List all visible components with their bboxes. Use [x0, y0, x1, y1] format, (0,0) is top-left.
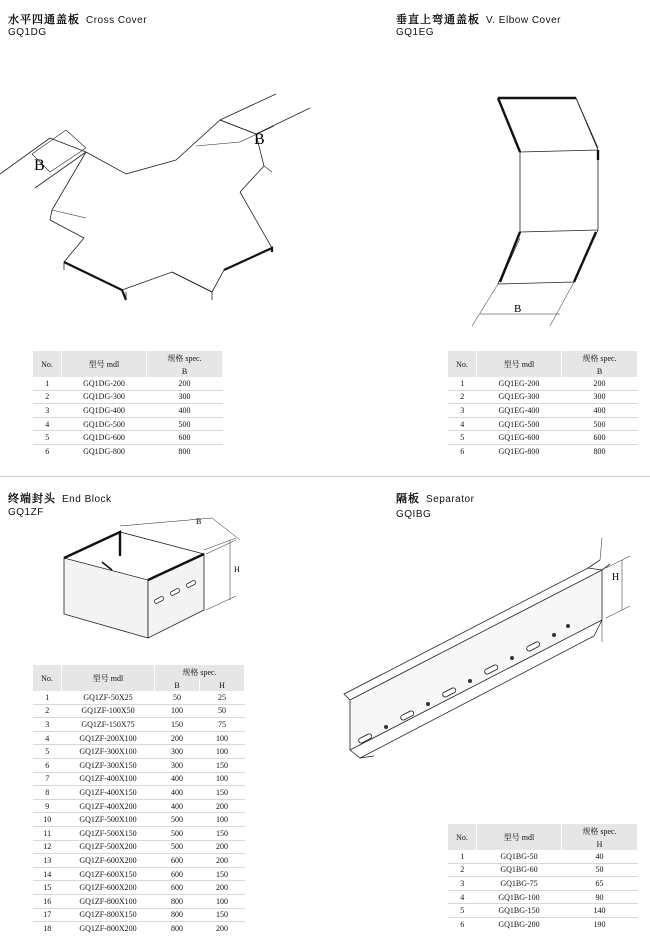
row-b: 800: [155, 908, 200, 922]
table-row: [33, 840, 245, 854]
end-block-table: [33, 665, 245, 935]
row-model: GQ1ZF-800X200: [79, 923, 137, 933]
row-no: 5: [448, 904, 477, 918]
row-h: 150: [200, 758, 245, 772]
col-spec: 规格 spec.: [562, 351, 638, 365]
row-model: GQ1EG-300: [477, 390, 562, 404]
col-spec-h: H: [200, 679, 245, 691]
table-row: [448, 850, 638, 863]
row-no: 4: [33, 417, 62, 431]
row-b: 500: [155, 813, 200, 827]
row-model: GQ1DG-500: [62, 417, 147, 431]
table-row: [448, 404, 638, 418]
row-model: GQ1BG-100: [477, 890, 562, 904]
row-b: 200: [147, 377, 223, 390]
col-no: No.: [448, 351, 477, 377]
table-row: [448, 390, 638, 404]
row-h: 200: [200, 881, 245, 895]
row-b: 500: [155, 840, 200, 854]
separator-title-en: Separator: [426, 494, 475, 505]
row-no: 16: [33, 894, 62, 908]
row-model: GQ1ZF-500X100: [62, 813, 155, 827]
elbow-cover-dim: B: [514, 303, 522, 315]
row-h: 200: [200, 854, 245, 868]
row-h: 140: [562, 904, 638, 918]
row-b: 600: [155, 881, 200, 895]
row-b: 800: [155, 894, 200, 908]
row-no: 3: [448, 404, 477, 418]
table-row: [33, 813, 245, 827]
row-no: 3: [448, 877, 477, 891]
row-b: 800: [178, 446, 191, 456]
separator-table: [448, 824, 638, 931]
table-row: [448, 890, 638, 904]
row-no: 9: [33, 799, 62, 813]
row-b: 400: [155, 786, 200, 800]
row-model: GQ1BG-150: [477, 904, 562, 918]
elbow-cover-title-en: V. Elbow Cover: [486, 15, 561, 26]
table-row: [448, 904, 638, 918]
row-model: GQ1DG-300: [62, 390, 147, 404]
row-b: 400: [155, 772, 200, 786]
row-model: GQ1ZF-600X200: [62, 881, 155, 895]
elbow-cover-title: [396, 11, 561, 27]
row-no: 1: [33, 377, 62, 390]
row-b: 500: [155, 826, 200, 840]
row-b: 400: [147, 404, 223, 418]
cross-cover-title-cn: 水平四通盖板: [8, 13, 80, 26]
row-model: GQ1DG-800: [83, 446, 125, 456]
row-model: GQ1DG-600: [62, 431, 147, 445]
row-h: 25: [200, 691, 245, 704]
row-no: 6: [45, 446, 50, 456]
col-spec: 规格 spec.: [155, 665, 245, 679]
row-model: GQ1BG-75: [477, 877, 562, 891]
row-h: 65: [562, 877, 638, 891]
row-b: 500: [147, 417, 223, 431]
end-block-dim-b: B: [196, 517, 202, 526]
col-model: 型号 mdl: [477, 351, 562, 377]
row-model: GQ1EG-200: [477, 377, 562, 390]
table-row: [33, 691, 245, 704]
elbow-cover-code: GQ1EG: [396, 27, 435, 38]
row-model: GQ1BG-200: [498, 919, 540, 929]
row-model: GQ1ZF-500X150: [62, 826, 155, 840]
end-block-code: GQ1ZF: [8, 507, 44, 518]
row-h: 200: [200, 799, 245, 813]
row-no: 14: [33, 867, 62, 881]
table-row: [33, 867, 245, 881]
row-b: 150: [155, 718, 200, 732]
row-model: GQ1ZF-500X200: [62, 840, 155, 854]
end-block-drawing: [56, 510, 256, 640]
cross-cover-code: GQ1DG: [8, 27, 47, 38]
col-model: 型号 mdl: [62, 665, 155, 691]
row-h: 150: [200, 786, 245, 800]
table-row: [33, 731, 245, 745]
row-no: 1: [448, 377, 477, 390]
row-h: 150: [200, 867, 245, 881]
col-spec: 规格 spec.: [147, 351, 223, 365]
elbow-cover-drawing: [468, 92, 608, 332]
row-no: 15: [33, 881, 62, 895]
row-no: 6: [460, 919, 465, 929]
col-no: No.: [448, 824, 477, 850]
separator-title: [396, 490, 474, 506]
row-b: 600: [562, 431, 638, 445]
col-no: No.: [33, 351, 62, 377]
table-row: [33, 922, 245, 935]
col-spec-b: B: [562, 365, 638, 377]
table-row: [33, 772, 245, 786]
row-model: GQ1DG-200: [62, 377, 147, 390]
row-b: 600: [155, 867, 200, 881]
section-divider: [0, 476, 650, 477]
end-block-title-en: End Block: [62, 494, 112, 505]
row-b: 400: [155, 799, 200, 813]
table-row: [448, 917, 638, 930]
row-no: 8: [33, 786, 62, 800]
elbow-cover-title-cn: 垂直上弯通盖板: [396, 13, 480, 26]
row-model: GQ1EG-500: [477, 417, 562, 431]
row-h: 100: [200, 772, 245, 786]
end-block-title: [8, 490, 112, 506]
row-no: 4: [33, 731, 62, 745]
row-h: 200: [200, 840, 245, 854]
row-h: 40: [562, 850, 638, 863]
row-model: GQ1DG-400: [62, 404, 147, 418]
row-h: 200: [216, 923, 228, 933]
row-b: 200: [562, 377, 638, 390]
row-model: GQ1ZF-200X100: [62, 731, 155, 745]
table-row: [448, 863, 638, 877]
table-row: [448, 444, 638, 457]
row-model: GQ1EG-600: [477, 431, 562, 445]
row-no: 2: [33, 704, 62, 718]
separator-code: GQIBG: [396, 509, 432, 520]
row-h: 75: [200, 718, 245, 732]
cross-cover-title-en: Cross Cover: [86, 15, 148, 26]
separator-dim-h: H: [612, 572, 620, 583]
col-no: No.: [33, 665, 62, 691]
row-h: 100: [200, 813, 245, 827]
row-b: 300: [562, 390, 638, 404]
row-no: 13: [33, 854, 62, 868]
row-b: 300: [155, 758, 200, 772]
table-row: [33, 881, 245, 895]
row-h: 150: [200, 908, 245, 922]
table-row: [33, 431, 223, 445]
row-no: 3: [33, 404, 62, 418]
col-model: 型号 mdl: [62, 351, 147, 377]
table-row: [33, 826, 245, 840]
row-b: 800: [171, 923, 183, 933]
table-row: [448, 417, 638, 431]
cross-cover-table: [33, 351, 223, 458]
row-model: GQ1EG-400: [477, 404, 562, 418]
row-b: 800: [593, 446, 606, 456]
cross-cover-dim-right: B: [254, 131, 265, 148]
row-no: 7: [33, 772, 62, 786]
table-row: [448, 377, 638, 390]
row-no: 5: [448, 431, 477, 445]
cross-cover-dim-left: B: [34, 157, 45, 174]
table-row: [448, 431, 638, 445]
table-row: [33, 444, 223, 457]
table-row: [33, 799, 245, 813]
row-no: 11: [33, 826, 62, 840]
row-no: 5: [33, 745, 62, 759]
table-row: [33, 718, 245, 732]
table-row: [33, 404, 223, 418]
row-h: 100: [200, 745, 245, 759]
row-model: GQ1ZF-300X150: [62, 758, 155, 772]
row-model: GQ1ZF-400X150: [62, 786, 155, 800]
row-model: GQ1ZF-50X25: [62, 691, 155, 704]
table-row: [33, 854, 245, 868]
row-no: 12: [33, 840, 62, 854]
row-b: 300: [147, 390, 223, 404]
row-model: GQ1ZF-600X150: [62, 867, 155, 881]
row-no: 2: [448, 390, 477, 404]
cross-cover-title: [8, 11, 147, 27]
separator-drawing: [330, 530, 640, 780]
row-b: 600: [147, 431, 223, 445]
row-no: 6: [460, 446, 465, 456]
table-row: [33, 377, 223, 390]
row-b: 500: [562, 417, 638, 431]
row-no: 4: [448, 890, 477, 904]
col-spec-b: B: [147, 365, 223, 377]
table-row: [33, 745, 245, 759]
row-model: GQ1BG-60: [477, 863, 562, 877]
end-block-dim-h: H: [234, 565, 240, 574]
row-no: 18: [43, 923, 52, 933]
row-no: 4: [448, 417, 477, 431]
table-row: [448, 877, 638, 891]
row-model: GQ1ZF-150X75: [62, 718, 155, 732]
row-h: 50: [562, 863, 638, 877]
row-model: GQ1ZF-600X200: [62, 854, 155, 868]
row-model: GQ1ZF-400X100: [62, 772, 155, 786]
table-row: [33, 390, 223, 404]
table-row: [33, 786, 245, 800]
row-h: 150: [200, 826, 245, 840]
row-no: 1: [448, 850, 477, 863]
table-row: [33, 908, 245, 922]
cross-cover-drawing: [0, 90, 320, 310]
row-model: GQ1ZF-300X100: [62, 745, 155, 759]
col-spec: 规格 spec.: [562, 824, 638, 838]
row-model: GQ1ZF-800X100: [62, 894, 155, 908]
row-b: 300: [155, 745, 200, 759]
row-model: GQ1ZF-100X50: [62, 704, 155, 718]
row-no: 10: [33, 813, 62, 827]
row-no: 3: [33, 718, 62, 732]
row-model: GQ1BG-50: [477, 850, 562, 863]
row-b: 50: [155, 691, 200, 704]
table-row: [33, 894, 245, 908]
end-block-title-cn: 终端封头: [8, 492, 56, 505]
row-model: GQ1EG-800: [498, 446, 540, 456]
col-spec-h: H: [562, 838, 638, 850]
row-model: GQ1ZF-800X150: [62, 908, 155, 922]
col-spec-b: B: [155, 679, 200, 691]
row-b: 600: [155, 854, 200, 868]
table-row: [33, 704, 245, 718]
row-no: 2: [33, 390, 62, 404]
row-h: 50: [200, 704, 245, 718]
row-model: GQ1ZF-400X200: [62, 799, 155, 813]
table-row: [33, 417, 223, 431]
row-b: 200: [155, 731, 200, 745]
row-no: 1: [33, 691, 62, 704]
elbow-cover-table: [448, 351, 638, 458]
row-h: 190: [593, 919, 606, 929]
separator-title-cn: 隔板: [396, 492, 420, 505]
col-model: 型号 mdl: [477, 824, 562, 850]
row-h: 90: [562, 890, 638, 904]
row-b: 100: [155, 704, 200, 718]
table-row: [33, 758, 245, 772]
row-h: 100: [200, 731, 245, 745]
row-h: 100: [200, 894, 245, 908]
row-no: 6: [33, 758, 62, 772]
row-no: 5: [33, 431, 62, 445]
row-no: 2: [448, 863, 477, 877]
row-b: 400: [562, 404, 638, 418]
row-no: 17: [33, 908, 62, 922]
